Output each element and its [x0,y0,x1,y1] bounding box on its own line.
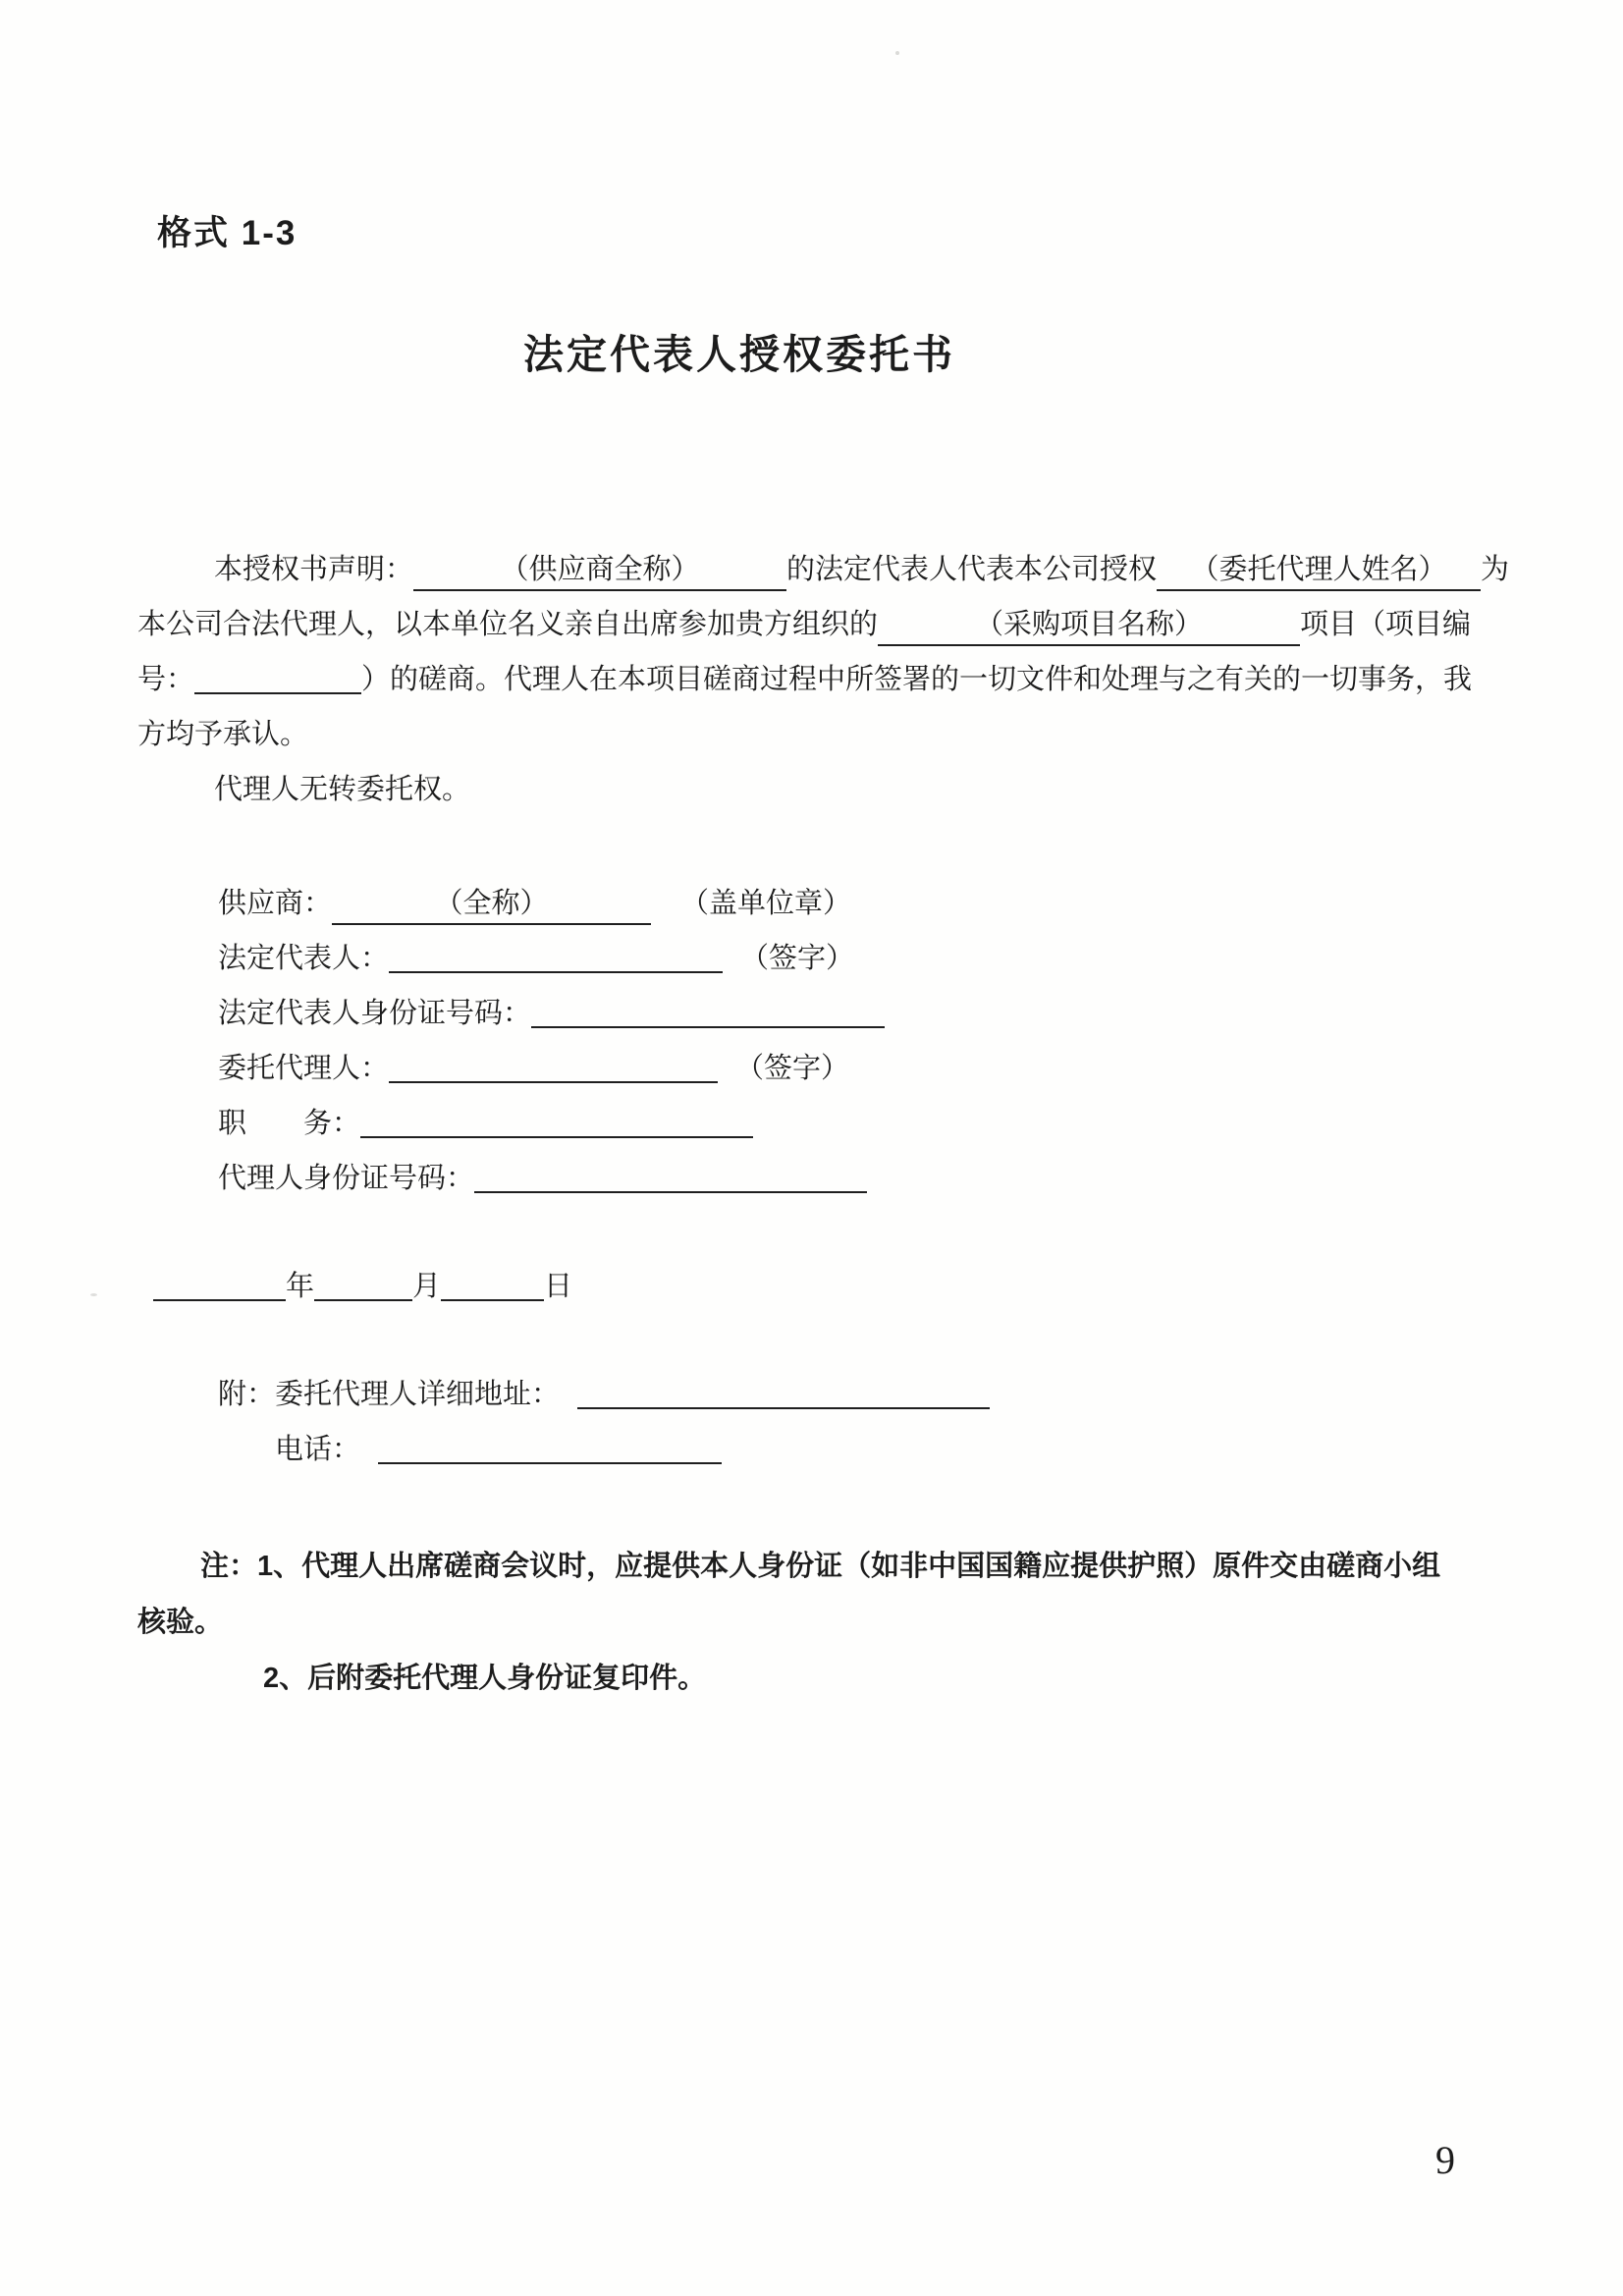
attachment-fields [137,1367,990,1477]
agent-id-field [137,1151,885,1206]
project-name-blank: （采购项目名称） [878,605,1300,646]
project-number-blank [194,661,361,694]
declaration-paragraph [137,542,1512,817]
legal-rep-field [137,931,885,986]
scan-artifact [90,1293,97,1296]
phone-blank [378,1431,722,1464]
position-blank [360,1105,753,1138]
day-blank [441,1268,544,1301]
declaration-text: 本公司合法代理人，以本单位名义亲自出席参加贵方组织的 [137,609,879,640]
note-line-2: 核验。 [137,1607,224,1638]
legal-rep-id-field [137,986,885,1041]
format-label: 格式 1-3 [157,214,298,252]
agent-blank [389,1050,718,1083]
declaration-text: 本授权书声明： [214,554,414,585]
agent-field [137,1041,885,1096]
note-line-3: 2、后附委托代理人身份证复印件。 [263,1663,707,1694]
agent-address-blank [577,1376,990,1409]
position-label: 职 务： [218,1108,361,1139]
legal-rep-blank [389,940,723,973]
month-label: 月 [412,1271,442,1302]
supplier-field [137,876,885,931]
paragraph-line [137,762,1512,817]
paragraph-line [137,707,1512,762]
declaration-text: ）的磋商。代理人在本项目磋商过程中所签署的一切文件和处理与之有关的一切事务，我 [361,664,1473,695]
declaration-text: 项目（项目编 [1300,609,1472,640]
page-title: 法定代表人授权委托书 [523,332,955,377]
agent-name-blank: （委托代理人姓名） [1157,550,1481,591]
declaration-text: 为 [1481,554,1510,585]
phone-label: 电话： [275,1434,361,1465]
scan-artifact [895,51,899,55]
paragraph-line [137,652,1512,707]
no-subdelegation-text: 代理人无转委托权。 [214,774,471,805]
note-line-1: 注：1、代理人出席磋商会议时，应提供本人身份证（如非中国国籍应提供护照）原件交由磋商小组 [200,1551,1441,1582]
year-label: 年 [286,1271,315,1302]
month-blank [314,1268,412,1301]
signature-fields [137,876,885,1206]
supplier-blank: （全称） [332,884,651,925]
legal-rep-label: 法定代表人： [218,943,390,974]
sign-hint: （签字） [740,943,855,974]
paragraph-line [137,542,1512,597]
year-blank [153,1268,286,1301]
position-field [137,1096,885,1151]
seal-hint: （盖单位章） [680,888,852,919]
agent-address-field [137,1367,990,1422]
agent-label: 委托代理人： [218,1053,390,1084]
paragraph-line [137,597,1512,652]
supplier-name-blank: （供应商全称） [413,550,786,591]
legal-rep-id-label: 法定代表人身份证号码： [218,998,532,1029]
declaration-text: 的法定代表人代表本公司授权 [786,554,1158,585]
sign-hint: （签字） [735,1053,850,1084]
notes-section [137,1539,1512,1707]
declaration-text: 方均予承认。 [137,719,309,750]
day-label: 日 [544,1271,573,1302]
agent-address-label: 附：委托代理人详细地址： [218,1379,561,1410]
page-number: 9 [1435,2138,1455,2182]
supplier-label: 供应商： [218,888,333,919]
agent-id-blank [474,1160,867,1193]
phone-field [137,1422,990,1477]
agent-id-label: 代理人身份证号码： [218,1163,475,1194]
legal-rep-id-blank [531,995,885,1028]
date-field [137,1259,572,1314]
declaration-text: 号： [137,664,195,695]
